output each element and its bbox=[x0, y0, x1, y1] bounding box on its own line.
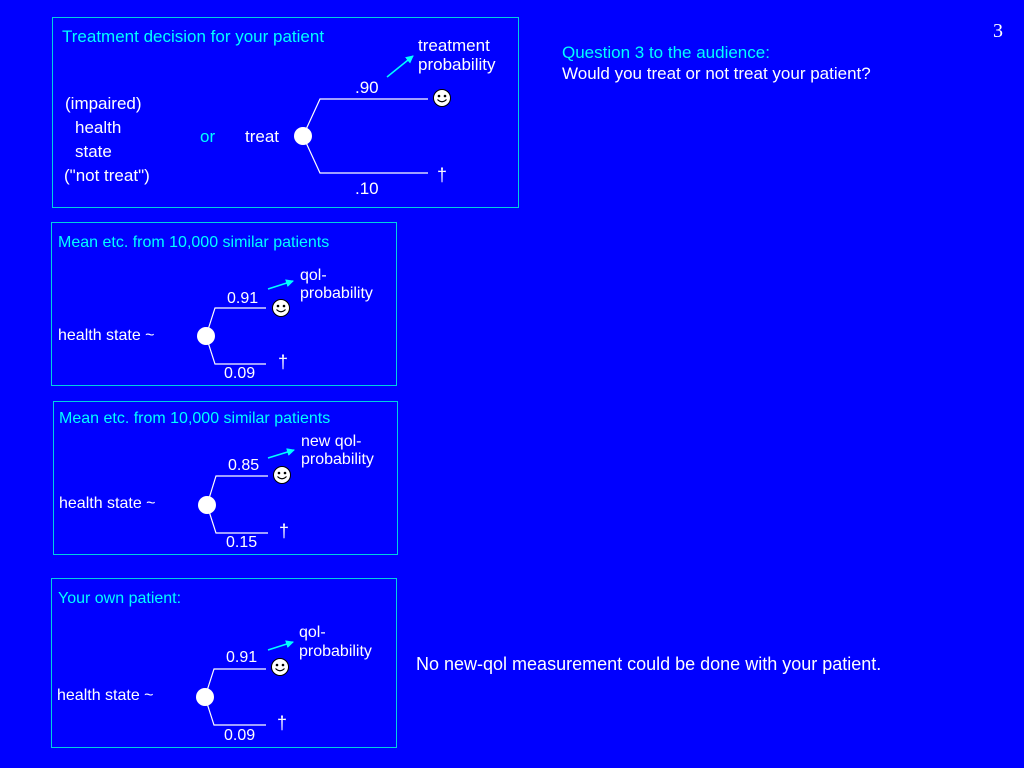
smiley-face-icon bbox=[432, 88, 452, 108]
lower-probability: 0.09 bbox=[224, 727, 256, 744]
arrow-label-probability: probability bbox=[418, 55, 496, 74]
lower-probability: .10 bbox=[355, 179, 379, 198]
node-label: health state ~ bbox=[57, 687, 154, 704]
note-text: No new-qol measurement could be done with your patient. bbox=[416, 654, 882, 674]
left-label-line4: ("not treat") bbox=[64, 166, 150, 185]
question-title: Question 3 to the audience: bbox=[562, 43, 770, 62]
smiley-face-icon bbox=[272, 465, 292, 485]
panel3-title: Mean etc. from 10,000 similar patients bbox=[59, 410, 331, 427]
page-number: 3 bbox=[993, 20, 1003, 42]
dagger-icon: † bbox=[279, 521, 290, 541]
node-label: health state ~ bbox=[59, 495, 156, 512]
upper-probability: 0.85 bbox=[228, 457, 260, 474]
upper-probability: 0.91 bbox=[226, 649, 258, 666]
left-label-line3: state bbox=[75, 142, 112, 161]
lower-probability: 0.09 bbox=[224, 365, 256, 382]
smiley-face-icon bbox=[270, 657, 290, 677]
upper-probability: .90 bbox=[355, 78, 379, 97]
left-label-line2: health bbox=[75, 118, 122, 137]
panel2-title: Mean etc. from 10,000 similar patients bbox=[58, 234, 330, 251]
smiley-face-icon bbox=[271, 298, 291, 318]
panel4-title: Your own patient: bbox=[58, 590, 182, 607]
arrow-label-treatment: treatment bbox=[418, 36, 490, 55]
arrow-label-line2: probability bbox=[301, 451, 374, 468]
arrow-label-line1: qol- bbox=[300, 267, 327, 284]
arrow-label-line1: new qol- bbox=[301, 433, 362, 450]
question-text: Would you treat or not treat your patient? bbox=[562, 64, 871, 83]
left-label-line1: (impaired) bbox=[65, 94, 142, 113]
arrow-label-line2: probability bbox=[299, 643, 372, 660]
lower-probability: 0.15 bbox=[226, 534, 258, 551]
panel1-title: Treatment decision for your patient bbox=[62, 27, 325, 46]
node-label: health state ~ bbox=[58, 327, 155, 344]
treat-label: treat bbox=[245, 127, 280, 146]
arrow-label-line2: probability bbox=[300, 285, 373, 302]
dagger-icon: † bbox=[277, 713, 288, 733]
or-label: or bbox=[200, 127, 216, 146]
upper-probability: 0.91 bbox=[227, 290, 259, 307]
dagger-icon: † bbox=[278, 352, 289, 372]
arrow-label-line1: qol- bbox=[299, 624, 326, 641]
dagger-icon: † bbox=[437, 165, 448, 185]
